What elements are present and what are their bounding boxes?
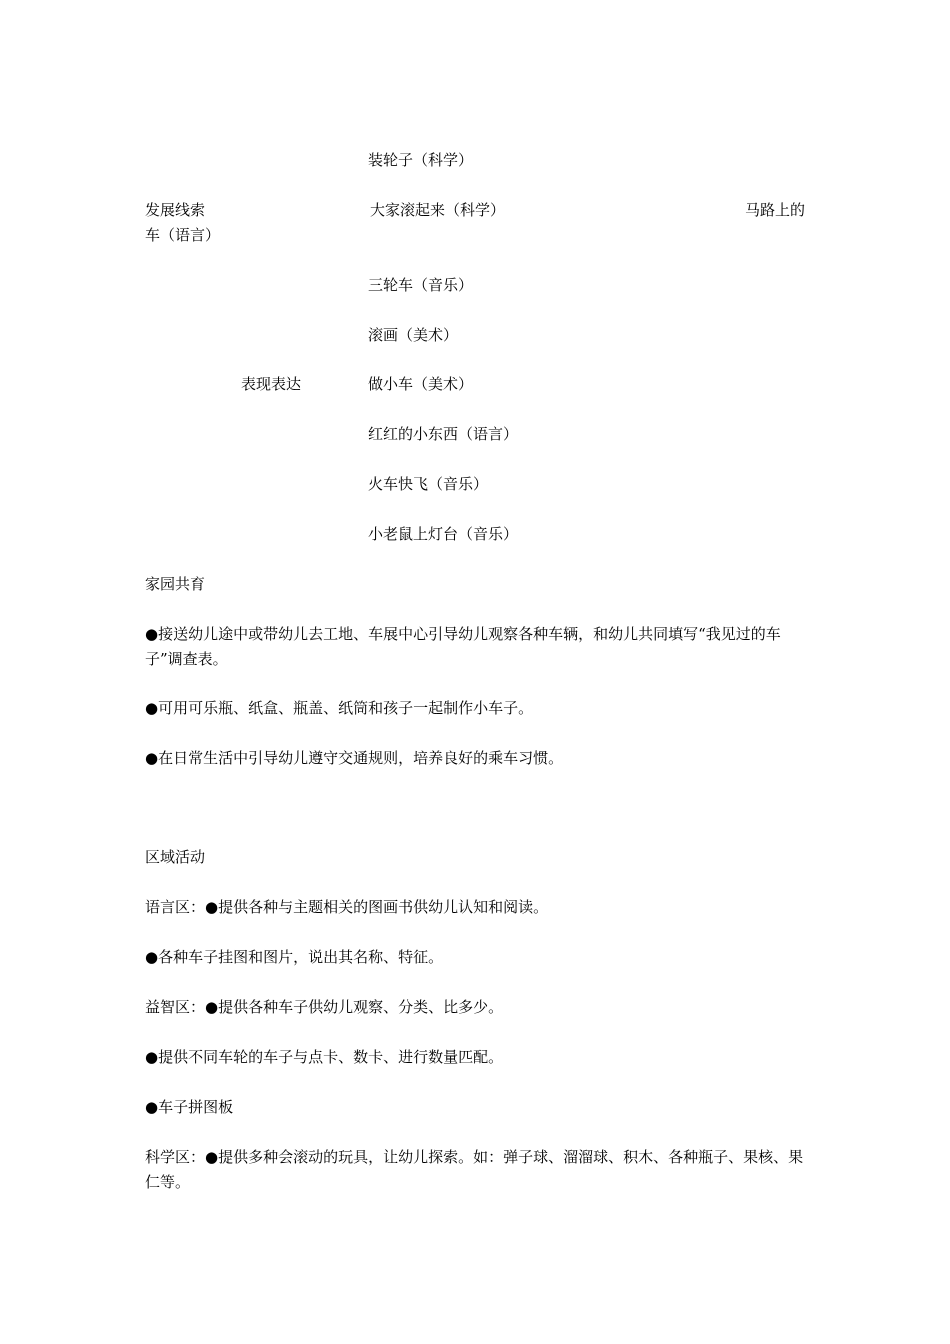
- activity-item: 小老鼠上灯台（音乐）: [368, 525, 519, 543]
- home-school-heading: 家园共育: [145, 575, 206, 593]
- home-school-item: ●在日常生活中引导幼儿遵守交通规则，培养良好的乘车习惯。: [145, 749, 564, 767]
- activity-item: 装轮子（科学）: [368, 151, 474, 169]
- area-activity-line: ●各种车子挂图和图片，说出其名称、特征。: [145, 948, 444, 966]
- area-activity-line: ●提供不同车轮的车子与点卡、数卡、进行数量匹配。: [145, 1048, 504, 1066]
- activity-item: 三轮车（音乐）: [368, 276, 474, 294]
- area-activity-line: 益智区：●提供各种车子供幼儿观察、分类、比多少。: [145, 998, 504, 1016]
- area-activity-line: ●车子拼图板: [145, 1098, 234, 1116]
- expression-label: 表现表达: [241, 375, 302, 393]
- activity-item: 做小车（美术）: [368, 375, 474, 393]
- development-clue-label: 发展线索: [145, 201, 206, 219]
- area-activity-line: 科学区：●提供多种会滚动的玩具，让幼儿探索。如：弹子球、溜溜球、积木、各种瓶子、果核、果仁等。: [145, 1148, 804, 1191]
- area-activities-heading: 区域活动: [145, 848, 206, 866]
- activity-item: 大家滚起来（科学）: [370, 201, 506, 219]
- road-car-label-part1: 马路上的: [745, 201, 806, 219]
- home-school-item: ●接送幼儿途中或带幼儿去工地、车展中心引导幼儿观察各种车辆，和幼儿共同填写“我见过的车子”调查表。: [145, 625, 781, 668]
- home-school-item: ●可用可乐瓶、纸盒、瓶盖、纸筒和孩子一起制作小车子。: [145, 699, 534, 717]
- area-activity-line: 语言区：●提供各种与主题相关的图画书供幼儿认知和阅读。: [145, 898, 549, 916]
- activity-item: 滚画（美术）: [368, 326, 459, 344]
- activity-item: 红红的小东西（语言）: [368, 425, 519, 443]
- activity-item: 火车快飞（音乐）: [368, 475, 489, 493]
- road-car-label-part2: 车（语言）: [145, 226, 221, 244]
